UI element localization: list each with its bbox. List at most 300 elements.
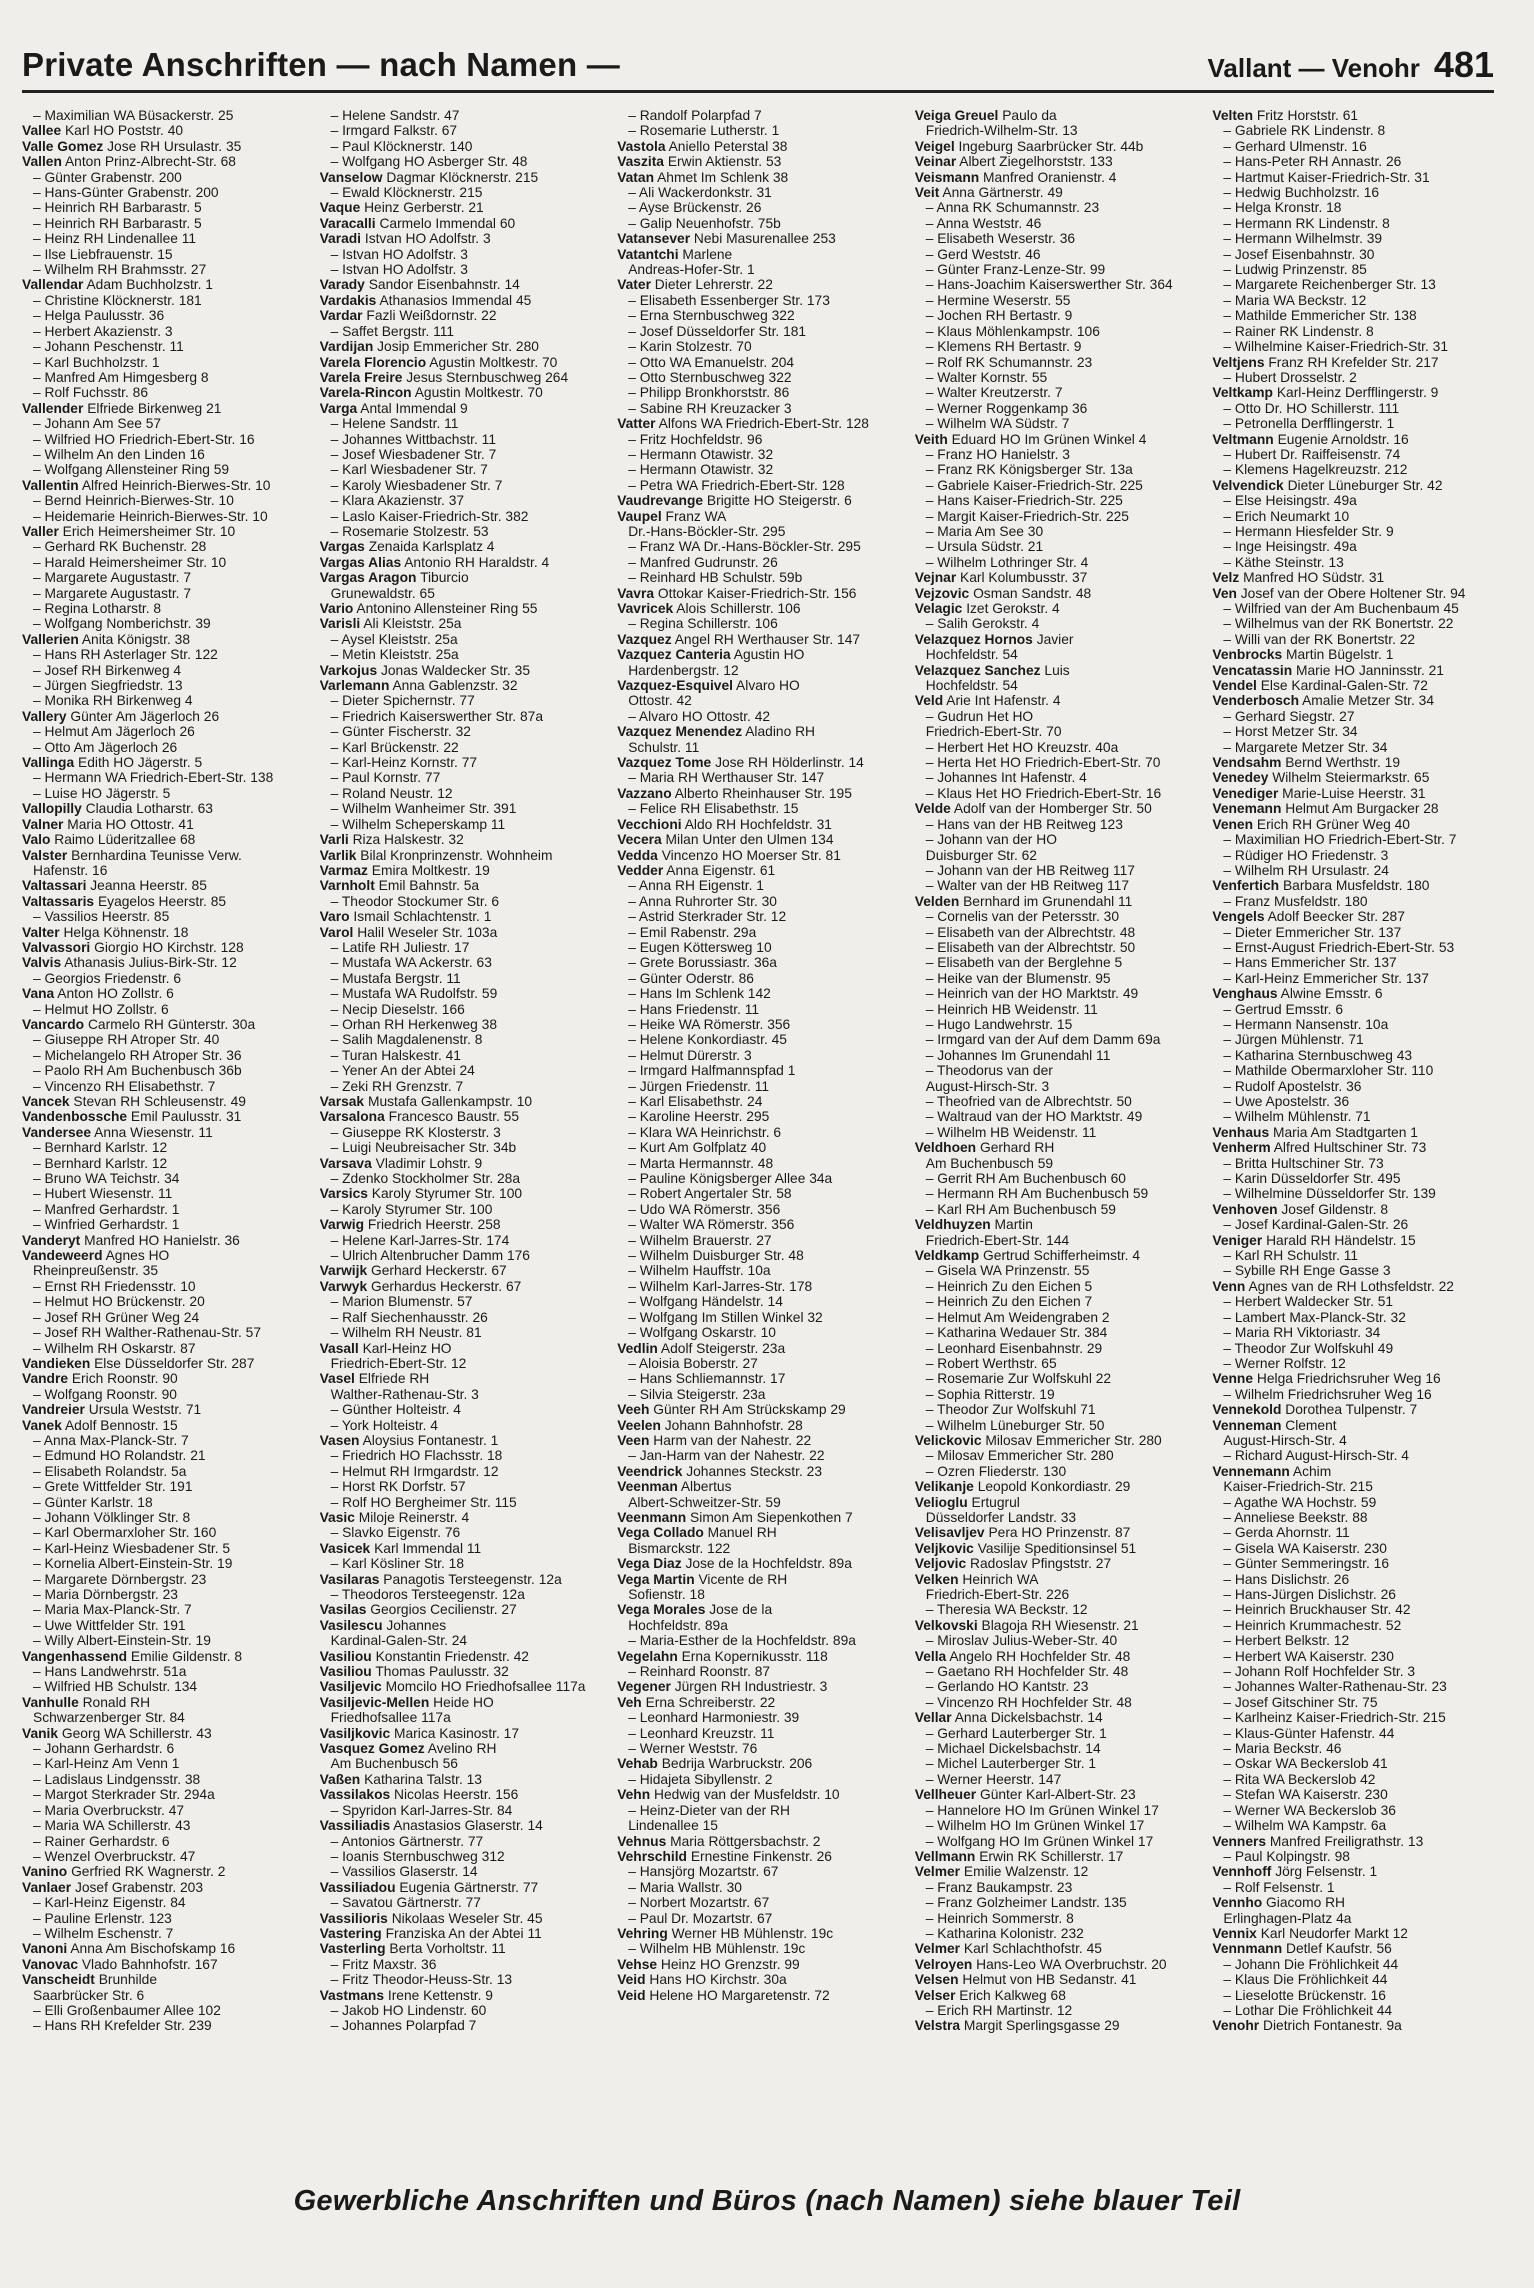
surname: Varlik [319, 847, 357, 863]
directory-entry [320, 216, 606, 231]
entry-details: Gertrud Schifferheimstr. 4 [983, 1248, 1140, 1264]
entry-details: – Hugo Landwehrstr. 15 [925, 1016, 1073, 1032]
entry-details: – Latife RH Juliestr. 17 [330, 939, 470, 955]
entry-details: – Horst Metzer Str. 34 [1223, 724, 1358, 740]
directory-entry [320, 385, 606, 400]
directory-entry [320, 1233, 606, 1248]
entry-details: Vasilije Speditionsinsel 51 [977, 1540, 1137, 1556]
entry-details: Radoslav Pfingststr. 27 [970, 1556, 1112, 1572]
entry-details: – Ayse Brückenstr. 26 [628, 200, 762, 216]
entry-details: – Lambert Max-Planck-Str. 32 [1223, 1309, 1406, 1325]
entry-details: – Ernst-August Friedrich-Ebert-Str. 53 [1223, 939, 1455, 955]
entry-details: Anna Gärtnerstr. 49 [942, 185, 1063, 201]
directory-entry [617, 1063, 903, 1078]
directory-entry [915, 740, 1201, 755]
directory-entry [1212, 1464, 1498, 1479]
entry-details: – Anneliese Beekstr. 88 [1223, 1509, 1368, 1525]
directory-entry [1212, 848, 1498, 863]
entry-details: Detlef Kaufstr. 56 [1286, 1941, 1392, 1957]
entry-details: Thomas Paulusstr. 32 [375, 1664, 509, 1680]
surname: Varkojus [319, 662, 378, 678]
directory-entry [22, 1063, 308, 1078]
directory-entry [617, 216, 903, 231]
entry-details: – Karl Kösliner Str. 18 [330, 1556, 465, 1572]
directory-column-4 [915, 108, 1201, 2158]
directory-entry [320, 1849, 606, 1864]
entry-details: Jürgen RH Industriestr. 3 [674, 1679, 828, 1695]
surname: Vallen [22, 154, 62, 170]
directory-entry [617, 1202, 903, 1217]
directory-entry [22, 1695, 308, 1710]
directory-entry [617, 693, 903, 708]
directory-entry [320, 493, 606, 508]
entry-details: Duisburger Str. 62 [925, 847, 1037, 863]
entry-details: – Karl-Heinz Emmericher Str. 137 [1223, 970, 1429, 986]
directory-entry [22, 247, 308, 262]
entry-details: – Mathilde Obermarxloher Str. 110 [1223, 1063, 1434, 1079]
directory-entry [22, 848, 308, 863]
entry-details: – Vassilios Glaserstr. 14 [330, 1864, 478, 1880]
directory-entry [1212, 1325, 1498, 1340]
entry-details: – Kornelia Albert-Einstein-Str. 19 [33, 1556, 233, 1572]
entry-details: – Elli Großenbaumer Allee 102 [33, 2002, 221, 2018]
directory-entry [22, 1325, 308, 1340]
entry-details: – Rosemarie Lutherstr. 1 [628, 123, 780, 139]
entry-details: Nikolaas Weseler Str. 45 [391, 1910, 543, 1926]
surname: Velioglu [914, 1494, 968, 1510]
directory-entry [1212, 277, 1498, 292]
directory-entry [22, 1186, 308, 1201]
entry-details: – Helmut RH Irmgardstr. 12 [330, 1463, 499, 1479]
entry-details: – Gabriele Kaiser-Friedrich-Str. 225 [925, 477, 1143, 493]
directory-entry [617, 955, 903, 970]
surname: Venen [1212, 816, 1254, 832]
surname: Vater [617, 277, 651, 293]
surname: Vallentin [22, 477, 79, 493]
entry-details: – Georgios Friedenstr. 6 [33, 970, 182, 986]
entry-details: – Karl-Heinz Am Venn 1 [33, 1756, 180, 1772]
directory-entry [617, 1433, 903, 1448]
entry-details: – Fritz Maxstr. 36 [330, 1956, 437, 1972]
entry-details: – Josef Düsseldorfer Str. 181 [628, 323, 807, 339]
directory-entry [320, 108, 606, 123]
entry-details: Agustin Moltkestr. 70 [414, 385, 543, 401]
entry-details: – Klaus Die Fröhlichkeit 44 [1223, 1972, 1388, 1988]
entry-details: Ottokar Kaiser-Friedrich-Str. 156 [657, 585, 857, 601]
surname: Vastmans [319, 1987, 385, 2003]
entry-details: Werner HB Mühlenstr. 19c [671, 1925, 834, 1941]
entry-details: Anna Dickelsbachstr. 14 [954, 1710, 1103, 1726]
entry-details: Eyagelos Heerstr. 85 [97, 893, 227, 909]
directory-entry [22, 1510, 308, 1525]
entry-details: Manfred Oranienstr. 4 [983, 169, 1117, 185]
entry-details: – Walter van der HB Reitweg 117 [925, 878, 1129, 894]
directory-entry [1212, 1017, 1498, 1032]
entry-details: Sandor Eisenbahnstr. 14 [368, 277, 520, 293]
entry-details: – Horst RK Dorfstr. 57 [330, 1479, 466, 1495]
directory-entry [915, 509, 1201, 524]
entry-details: Luis [1044, 662, 1070, 678]
surname: Vegener [617, 1679, 671, 1695]
directory-entry [617, 940, 903, 955]
directory-entry [915, 1710, 1201, 1725]
directory-entry [22, 1572, 308, 1587]
entry-details: – York Holteistr. 4 [330, 1417, 438, 1433]
entry-details: – Klaus Möhlenkampstr. 106 [925, 323, 1100, 339]
directory-entry [915, 355, 1201, 370]
entry-details: – Galip Neuenhofstr. 75b [628, 215, 781, 231]
directory-entry [1212, 416, 1498, 431]
directory-entry [915, 1602, 1201, 1617]
directory-entry [1212, 1495, 1498, 1510]
directory-entry [915, 1156, 1201, 1171]
surname: Veldhuyzen [914, 1217, 991, 1233]
entry-details: – Harald Heimersheimer Str. 10 [33, 554, 227, 570]
directory-entry [1212, 1911, 1498, 1926]
directory-entry [22, 1772, 308, 1787]
entry-details: – Elisabeth Essenberger Str. 173 [628, 292, 830, 308]
entry-details: Franziska An der Abtei 11 [385, 1925, 542, 1941]
surname: Vanoni [22, 1941, 68, 1957]
entry-details: – Otto Dr. HO Schillerstr. 111 [1223, 400, 1400, 416]
entry-details: – Rolf RK Schumannstr. 23 [925, 354, 1093, 370]
entry-details: Adam Buchholzstr. 1 [86, 277, 213, 293]
entry-details: – Edmund HO Rolandstr. 21 [33, 1448, 206, 1464]
directory-entry [617, 1633, 903, 1648]
entry-details: – Sabine RH Kreuzacker 3 [628, 400, 792, 416]
directory-entry [22, 493, 308, 508]
entry-details: – Winfried Gerhardstr. 1 [33, 1217, 180, 1233]
entry-details: – Hubert Dr. Raiffeisenstr. 74 [1223, 446, 1401, 462]
directory-entry [320, 925, 606, 940]
entry-details: – Emil Rabenstr. 29a [628, 924, 757, 940]
entry-details: – Antonios Gärtnerstr. 77 [330, 1833, 484, 1849]
entry-details: – Herbert Waldecker Str. 51 [1223, 1294, 1394, 1310]
entry-details: – Gerhard Lauterberger Str. 1 [925, 1725, 1107, 1741]
entry-details: Hardenbergstr. 12 [628, 662, 739, 678]
entry-details: – Hubert Drosselstr. 2 [1223, 369, 1357, 385]
entry-details: Anastasios Glaserstr. 14 [393, 1818, 543, 1834]
directory-entry [617, 262, 903, 277]
entry-details: – Walter Kornstr. 55 [925, 369, 1048, 385]
entry-details: – Anna RK Schumannstr. 23 [925, 200, 1100, 216]
entry-details: Gerfried RK Wagnerstr. 2 [71, 1864, 226, 1880]
surname: Vega Martin [617, 1571, 695, 1587]
directory-entry [915, 1572, 1201, 1587]
surname: Vega Diaz [617, 1556, 682, 1572]
directory-entry [617, 555, 903, 570]
entry-details: Johann Bahnhofstr. 28 [664, 1417, 803, 1433]
entry-details: – Orhan RH Herkenweg 38 [330, 1016, 498, 1032]
surname: Vehn [617, 1787, 651, 1803]
entry-details: – Jürgen Siegfriedstr. 13 [33, 678, 183, 694]
directory-entry [1212, 1310, 1498, 1325]
directory-entry [915, 586, 1201, 601]
directory-entry [1212, 755, 1498, 770]
directory-entry [22, 1957, 308, 1972]
directory-entry [1212, 555, 1498, 570]
directory-entry [22, 1756, 308, 1771]
directory-entry [320, 1079, 606, 1094]
entry-details: Adolf van der Homberger Str. 50 [953, 801, 1152, 817]
entry-details: – Anna Weststr. 46 [925, 215, 1042, 231]
directory-entry [22, 1926, 308, 1941]
surname: Vasiljevic-Mellen [319, 1694, 430, 1710]
surname: Vella [914, 1648, 947, 1664]
entry-details: – Helene Konkordiastr. 45 [628, 1032, 787, 1048]
entry-details: – Wilhelm Brauerstr. 27 [628, 1232, 772, 1248]
directory-entry [915, 1541, 1201, 1556]
directory-entry [915, 1125, 1201, 1140]
entry-details: – Hans RH Krefelder Str. 239 [33, 2018, 212, 2034]
entry-details: – Werner WA Beckerslob 36 [1223, 1802, 1396, 1818]
entry-details: – Wolfgang Roonstr. 90 [33, 1386, 177, 1402]
directory-entry [915, 971, 1201, 986]
surname: Vasiliou [319, 1664, 372, 1680]
entry-details: Marie HO Janninsstr. 21 [1295, 662, 1444, 678]
entry-details: Alberto Rheinhauser Str. 195 [674, 785, 852, 801]
entry-details: Johannes [386, 1617, 447, 1633]
directory-entry [22, 894, 308, 909]
entry-details: – Salih Magdalenenstr. 8 [330, 1032, 483, 1048]
entry-details: – Anna Max-Planck-Str. 7 [33, 1432, 189, 1448]
directory-entry [22, 1479, 308, 1494]
entry-details: – Herbert Belkstr. 12 [1223, 1633, 1350, 1649]
directory-entry [22, 139, 308, 154]
entry-details: – Savatou Gärtnerstr. 77 [330, 1895, 481, 1911]
directory-entry [1212, 432, 1498, 447]
surname: Vejnar [914, 570, 957, 586]
directory-entry [915, 663, 1201, 678]
entry-details: Aloysius Fontanestr. 1 [362, 1432, 499, 1448]
entry-details: – Wilfried van der Am Buchenbaum 45 [1223, 601, 1459, 616]
directory-entry [320, 1217, 606, 1232]
directory-entry [320, 170, 606, 185]
directory-entry [617, 1094, 903, 1109]
surname: Vargas Aragon [319, 570, 417, 586]
surname: Veiga Greuel [914, 108, 999, 123]
surname: Varsalona [319, 1109, 385, 1125]
directory-entry [1212, 1294, 1498, 1309]
entry-details: Erna Kopernikusstr. 118 [681, 1648, 828, 1664]
entry-details: – Hans-Peter RH Annastr. 26 [1223, 154, 1402, 170]
surname: Vazzano [617, 785, 672, 801]
directory-entry [1212, 909, 1498, 924]
surname: Vennmann [1212, 1941, 1283, 1957]
entry-details: – Paul Kornstr. 77 [330, 770, 441, 786]
entry-details: – Silvia Steigerstr. 23a [628, 1386, 766, 1402]
entry-details: – Josef Gitschiner Str. 75 [1223, 1694, 1378, 1710]
directory-entry [22, 616, 308, 631]
surname: Veljovic [914, 1556, 967, 1572]
directory-entry [320, 1109, 606, 1124]
directory-entry [617, 154, 903, 169]
entry-details: – Klemens RH Bertastr. 9 [925, 339, 1082, 355]
directory-columns [22, 108, 1498, 2158]
entry-details: Bedrija Warbruckstr. 206 [661, 1756, 813, 1772]
surname: Vennemann [1212, 1463, 1290, 1479]
directory-entry [320, 539, 606, 554]
entry-details: Fazli Weißdornstr. 22 [366, 308, 497, 324]
directory-entry [617, 755, 903, 770]
directory-entry [915, 678, 1201, 693]
directory-entry [1212, 1756, 1498, 1771]
entry-details: – Hermann Otawistr. 32 [628, 462, 774, 478]
surname: Vegelahn [617, 1648, 678, 1664]
entry-details: Ali Kleiststr. 25a [363, 616, 462, 632]
surname: Veld [914, 693, 944, 709]
directory-entry [22, 478, 308, 493]
surname: Vanhulle [22, 1694, 79, 1710]
entry-details: – Josef Wiesbadener Str. 7 [330, 446, 497, 462]
entry-details: – Regina Schillerstr. 106 [628, 616, 778, 632]
entry-details: – Otto Am Jägerloch 26 [33, 739, 178, 755]
surname: Valtassaris [22, 893, 95, 909]
surname: Velickovic [914, 1432, 982, 1448]
entry-details: Johannes Steckstr. 23 [686, 1463, 822, 1479]
entry-details: – Mustafa WA Rudolfstr. 59 [330, 986, 498, 1002]
directory-entry [22, 1002, 308, 1017]
directory-entry [320, 1156, 606, 1171]
entry-details: Marlene [682, 246, 733, 262]
entry-details: – Johannes Im Grunendahl 11 [925, 1047, 1111, 1063]
surname: Vennhoff [1212, 1864, 1272, 1880]
directory-entry [1212, 1109, 1498, 1124]
directory-entry [915, 339, 1201, 354]
surname: Velden [914, 893, 960, 909]
surname: Veljkovic [914, 1540, 974, 1556]
surname: Vargas Alias [319, 554, 402, 570]
directory-entry [617, 1279, 903, 1294]
entry-details: Izet Gerokstr. 4 [966, 601, 1060, 616]
directory-entry [22, 1310, 308, 1325]
directory-entry [1212, 1125, 1498, 1140]
directory-entry [617, 663, 903, 678]
directory-entry [617, 740, 903, 755]
entry-details: Hedwig van der Musfeldstr. 10 [654, 1787, 840, 1803]
entry-details: Manfred Freiligrathstr. 13 [1269, 1833, 1424, 1849]
entry-details: Stevan RH Schleusenstr. 49 [73, 1094, 246, 1109]
entry-details: – Jan-Harm van der Nahestr. 22 [628, 1448, 825, 1464]
entry-details: – Dieter Emmericher Str. 137 [1223, 924, 1402, 940]
entry-details: Dietrich Fontanestr. 9a [1263, 2018, 1402, 2034]
directory-entry [22, 509, 308, 524]
entry-details: – Margot Sterkrader Str. 294a [33, 1787, 215, 1803]
entry-details: – Pauline Erlenstr. 123 [33, 1910, 172, 1926]
directory-entry [915, 832, 1201, 847]
entry-details: – Hans Landwehrstr. 51a [33, 1664, 187, 1680]
entry-details: – Maria Overbruckstr. 47 [33, 1802, 185, 1818]
directory-entry [915, 1941, 1201, 1956]
entry-details: Amalie Metzer Str. 34 [1302, 693, 1434, 709]
directory-entry [320, 401, 606, 416]
entry-details: – Stefan WA Kaiserstr. 230 [1223, 1787, 1388, 1803]
entry-details: – Astrid Sterkrader Str. 12 [628, 909, 787, 925]
entry-details: – Marta Hermannstr. 48 [628, 1155, 774, 1171]
surname: Vehse [617, 1956, 658, 1972]
directory-entry [320, 1325, 606, 1340]
directory-entry [617, 724, 903, 739]
surname: Varacalli [319, 215, 376, 231]
entry-details: – Maria RH Viktoriastr. 34 [1223, 1325, 1381, 1341]
entry-details: Jörg Felsenstr. 1 [1275, 1864, 1378, 1880]
entry-details: Vicente de RH [698, 1571, 788, 1587]
entry-details: – Wilhelm Lüneburger Str. 50 [925, 1417, 1105, 1433]
entry-details: – Wilhelm HB Mühlenstr. 19c [628, 1941, 806, 1957]
directory-entry [617, 1679, 903, 1694]
entry-details: – Helene Sandstr. 11 [330, 416, 459, 432]
entry-details: – Karl Buchholzstr. 1 [33, 354, 160, 370]
entry-details: – Robert Angertaler Str. 58 [628, 1186, 792, 1202]
entry-details: – Britta Hultschiner Str. 73 [1223, 1155, 1384, 1171]
entry-details: – Gisela WA Prinzenstr. 55 [925, 1263, 1090, 1279]
entry-details: – Karin Düsseldorfer Str. 495 [1223, 1171, 1401, 1187]
directory-entry [22, 817, 308, 832]
directory-entry [320, 1988, 606, 2003]
entry-details: Am Buchenbusch 56 [330, 1756, 458, 1772]
entry-details: Manuel RH [707, 1525, 777, 1541]
directory-entry [915, 801, 1201, 816]
surname: Venohr [1212, 2018, 1260, 2034]
surname: Velser [914, 1987, 956, 2003]
entry-details: – Rainer RK Lindenstr. 8 [1223, 323, 1374, 339]
surname: Vassilioris [319, 1910, 388, 1926]
directory-entry [617, 247, 903, 262]
entry-details: – Fritz Theodor-Heuss-Str. 13 [330, 1972, 513, 1988]
entry-details: – Gerd Weststr. 46 [925, 246, 1041, 262]
directory-entry [915, 154, 1201, 169]
directory-entry [320, 277, 606, 292]
entry-details: Panagotis Tersteegenstr. 12a [383, 1571, 562, 1587]
entry-details: – Karoly Styrumer Str. 100 [330, 1201, 493, 1217]
directory-entry [617, 1186, 903, 1201]
entry-details: – Anna RH Eigenstr. 1 [628, 878, 764, 894]
surname: Vanovac [22, 1956, 78, 1972]
entry-details: – Hans van der HB Reitweg 123 [925, 816, 1123, 832]
entry-details: Maria HO Ottostr. 41 [67, 816, 194, 832]
directory-entry [1212, 1941, 1498, 1956]
surname: Vasall [319, 1340, 359, 1356]
surname: Velstra [914, 2018, 961, 2034]
directory-entry [320, 1710, 606, 1725]
directory-entry [320, 1649, 606, 1664]
directory-entry [1212, 539, 1498, 554]
surname: Venemann [1212, 801, 1282, 817]
directory-entry [22, 1911, 308, 1926]
entry-details: – Walter WA Römerstr. 356 [628, 1217, 795, 1233]
directory-entry [1212, 1926, 1498, 1941]
directory-entry [915, 1741, 1201, 1756]
surname: Venfertich [1212, 878, 1280, 894]
surname: Valle Gomez [22, 138, 104, 154]
directory-entry [915, 940, 1201, 955]
directory-entry [22, 1556, 308, 1571]
surname: Vastering [319, 1925, 382, 1941]
entry-details: Carmelo Immendal 60 [379, 215, 516, 231]
directory-entry [1212, 185, 1498, 200]
surname: Vardijan [319, 339, 374, 355]
directory-entry [915, 1895, 1201, 1910]
entry-details: Albertus [680, 1479, 732, 1495]
entry-details: Kaiser-Friedrich-Str. 215 [1223, 1479, 1373, 1495]
entry-details: – Necip Dieselstr. 166 [330, 1001, 465, 1017]
directory-entry [617, 1248, 903, 1263]
surname: Vancardo [22, 1016, 85, 1032]
directory-entry [320, 1726, 606, 1741]
entry-details: – Elisabeth van der Albrechtstr. 50 [925, 939, 1136, 955]
entry-details: Gerhard Heckerstr. 67 [371, 1263, 507, 1279]
entry-details: – Heinrich Krummachestr. 52 [1223, 1617, 1402, 1633]
